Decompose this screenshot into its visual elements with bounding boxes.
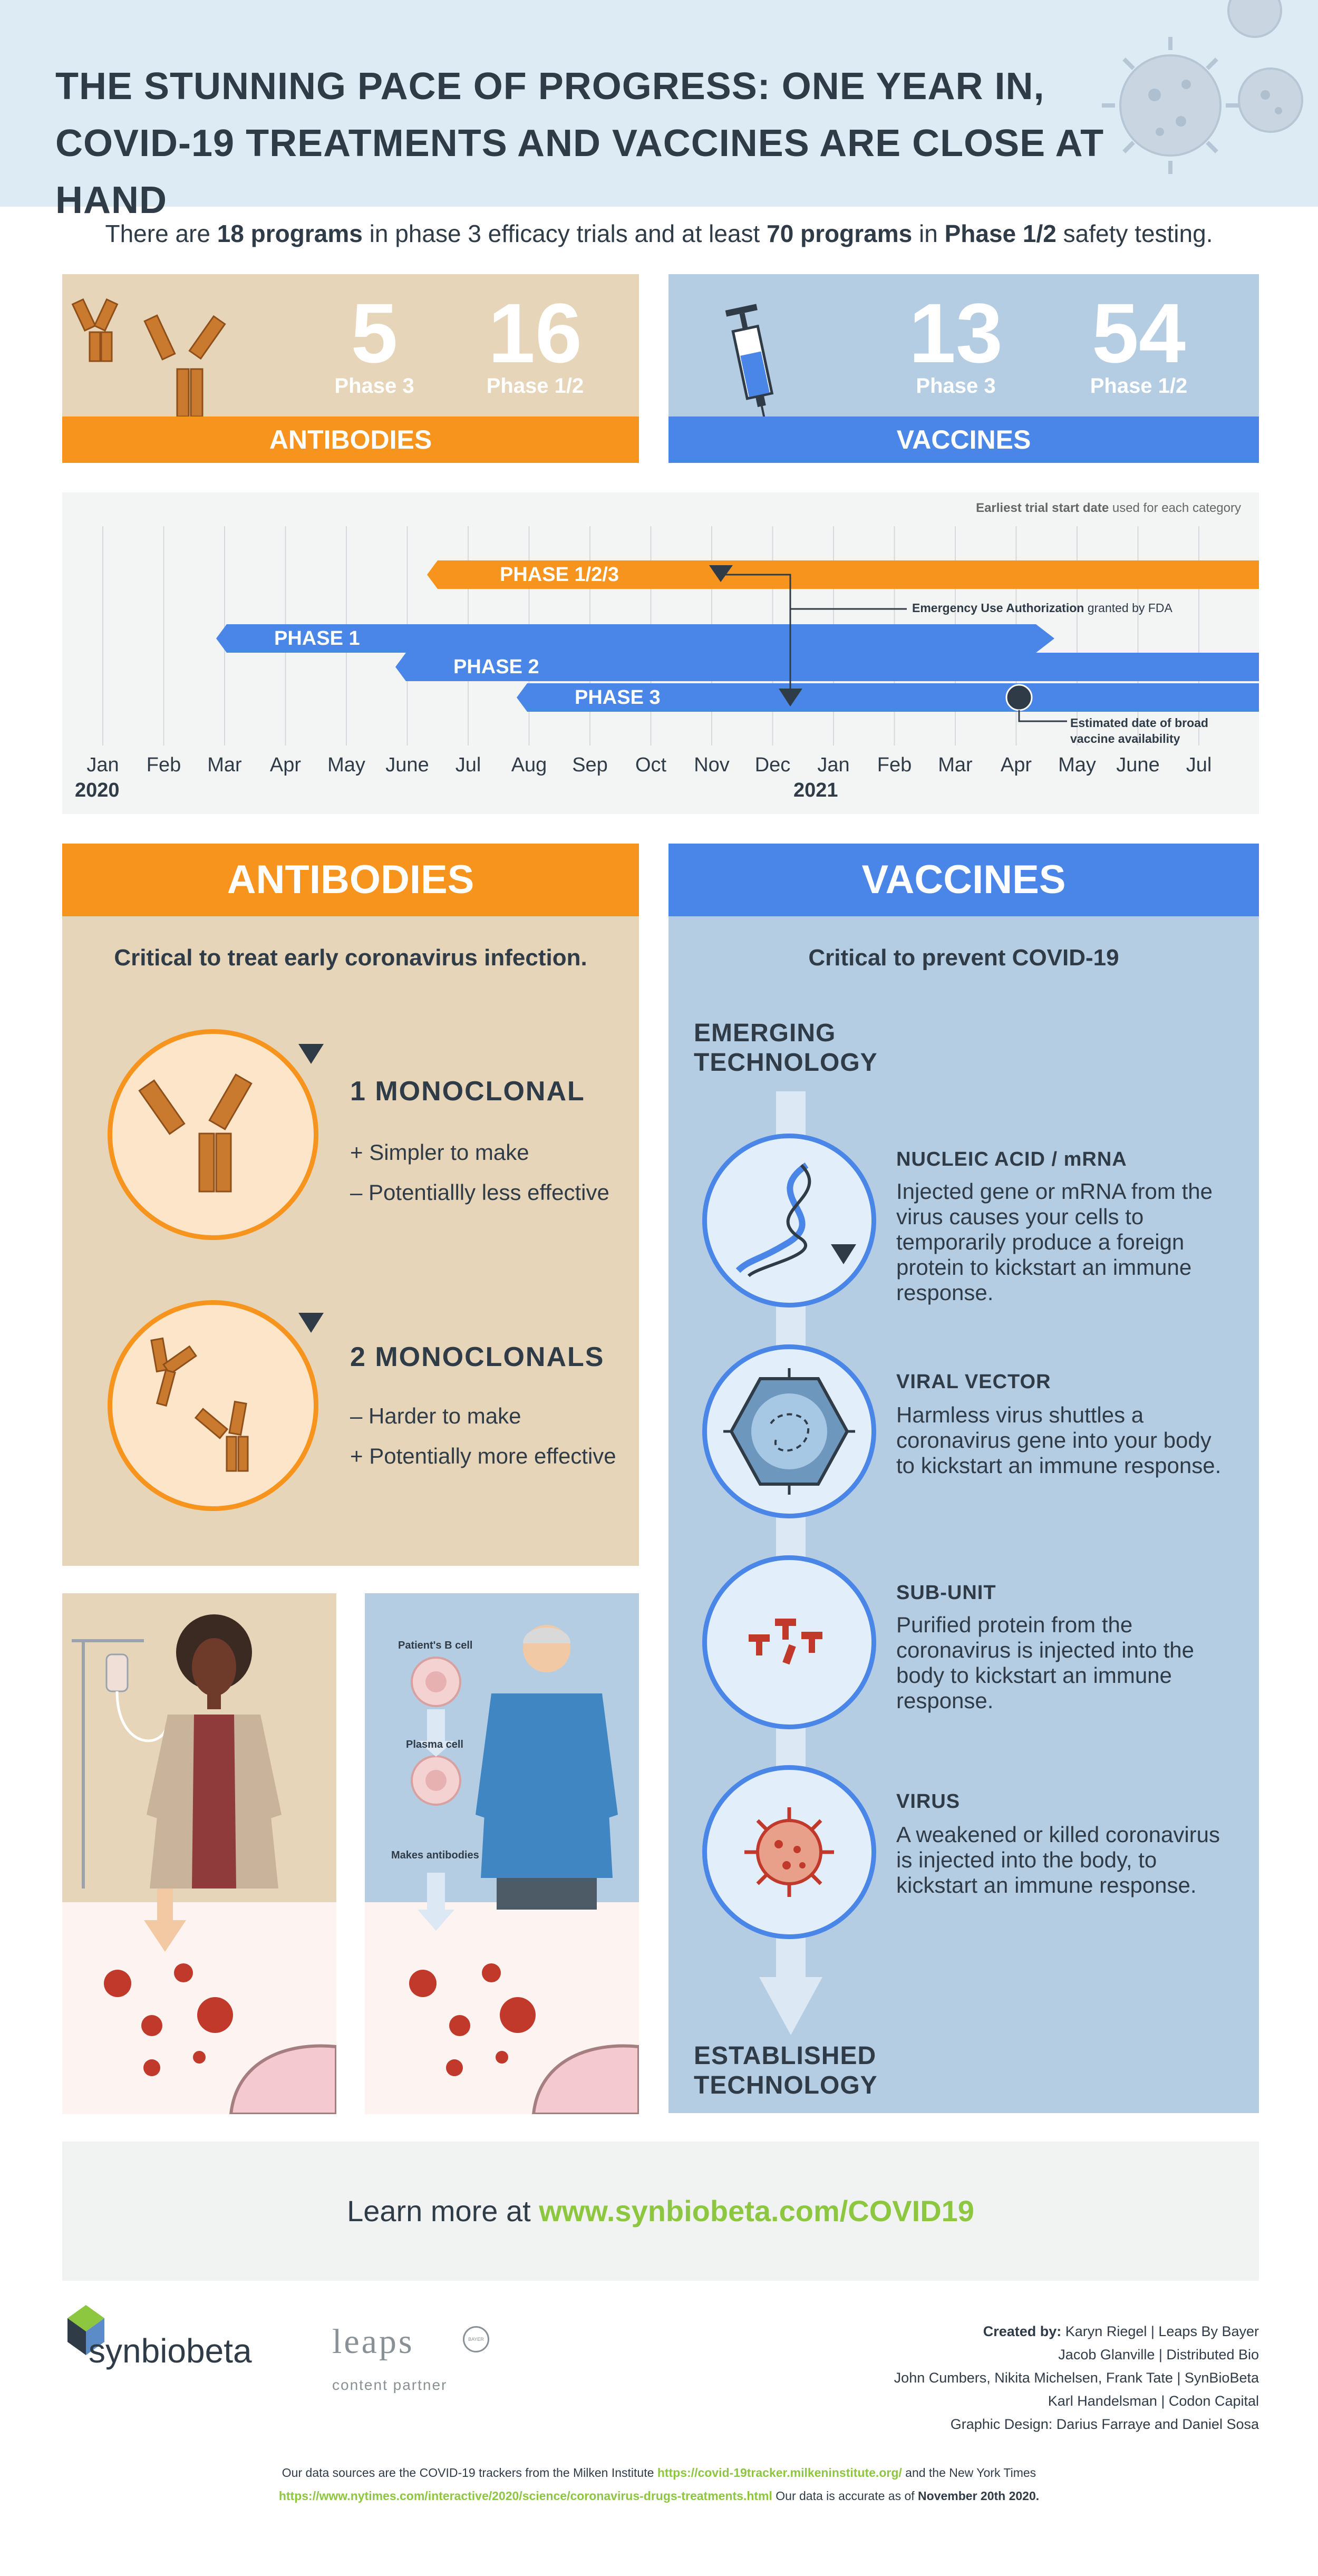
credits-line: John Cumbers, Nikita Michelsen, Frank Tate | SynBioBeta <box>894 2370 1259 2386</box>
timeline-month-label: Jul <box>455 754 481 776</box>
timeline-month-label: Oct <box>635 754 667 776</box>
vaccines-phase12-number: 54 <box>1092 286 1186 380</box>
eua-note <box>912 601 1172 615</box>
leaps-content-partner: content partner <box>332 2377 448 2393</box>
learn-more-link[interactable]: www.synbiobeta.com/COVID19 <box>539 2194 974 2228</box>
phase123-label: PHASE 1/2/3 <box>500 564 619 586</box>
broad-availability-leader <box>1019 710 1067 721</box>
timeline-month-label: Mar <box>938 754 973 776</box>
summary-part: There are <box>105 220 217 247</box>
timeline-year-2021: 2021 <box>793 779 838 801</box>
emerging-line1: EMERGING <box>694 1019 836 1047</box>
antibodies-phase3-label: Phase 3 <box>334 374 414 398</box>
patient-infusion-icon <box>62 1593 336 2114</box>
timeline-month-label: Mar <box>207 754 242 776</box>
timeline-month-label: May <box>1058 754 1096 776</box>
title-line-2: COVID-19 TREATMENTS AND VACCINES ARE CLOSE AT HAND <box>55 122 1104 221</box>
established-line2: TECHNOLOGY <box>694 2071 878 2099</box>
timeline-note-bold: Earliest trial start date <box>976 501 1109 515</box>
summary-part: in <box>912 220 945 247</box>
broad-note-line1: Estimated date of broad <box>1070 716 1208 730</box>
timeline-month-label: Feb <box>146 754 181 776</box>
timeline-month-label: Nov <box>694 754 730 776</box>
credits-name: Karyn Riegel | Leaps By Bayer <box>1061 2323 1259 2339</box>
sources-text: and the New York Times <box>902 2466 1036 2480</box>
vaccines-phase3-label: Phase 3 <box>916 374 996 398</box>
timeline-year-2020: 2020 <box>75 779 120 801</box>
antibodies-phase12-label: Phase 1/2 <box>486 374 584 398</box>
sources-line-2 <box>0 2484 1318 2507</box>
antibodies-stat-label: ANTIBODIES <box>62 417 639 463</box>
monoclonal-antibody-icon <box>137 1060 285 1207</box>
credits-line: Graphic Design: Darius Farraye and Daniel Sosa <box>950 2416 1259 2432</box>
monoclonals-con: – Harder to make <box>350 1403 521 1428</box>
timeline-note-rest: used for each category <box>1109 501 1241 515</box>
timeline-month-label: Apr <box>269 754 302 776</box>
vaccines-phase12-label: Phase 1/2 <box>1090 374 1188 398</box>
monoclonal-title: 1 MONOCLONAL <box>350 1076 585 1107</box>
vaccines-phase3-number: 13 <box>909 286 1003 380</box>
timeline-month-label: June <box>1116 754 1160 776</box>
antibodies-subtitle: Critical to treat early coronavirus infection. <box>114 945 587 971</box>
viral-vector-icon <box>723 1366 855 1497</box>
vaccines-body <box>668 916 1259 2113</box>
emerging-line2: TECHNOLOGY <box>694 1049 878 1077</box>
timeline-month-label: Feb <box>877 754 912 776</box>
antibodies-phase3-number: 5 <box>351 286 398 380</box>
monoclonal-pro: + Simpler to make <box>350 1140 529 1165</box>
credits-line: Karl Handelsman | Codon Capital <box>1048 2393 1259 2409</box>
learn-more-banner <box>62 2142 1259 2281</box>
sources-text: Our data is accurate as of <box>772 2489 918 2503</box>
established-line1: ESTABLISHED <box>694 2042 877 2070</box>
monoclonals-title: 2 MONOCLONALS <box>350 1342 605 1372</box>
mrna-description: Injected gene or mRNA from the virus causes your cells to temporarily produce a foreign protein to kickstart an immune response. <box>896 1179 1213 1305</box>
synbiobeta-logo: synbiobeta <box>89 2332 252 2370</box>
sources-line-1 <box>0 2461 1318 2484</box>
timeline-month-label: Jul <box>1186 754 1212 776</box>
two-monoclonals-antibody-icon <box>142 1329 290 1487</box>
viral-vector-title: VIRAL VECTOR <box>896 1371 1051 1393</box>
triangle-marker-icon <box>298 1044 324 1065</box>
vaccines-subtitle: Critical to prevent COVID-19 <box>808 945 1119 971</box>
timeline-month-label: Dec <box>754 754 791 776</box>
sources-text: Our data sources are the COVID-19 trackers from the Milken Institute <box>282 2466 657 2480</box>
phase1-label: PHASE 1 <box>274 627 360 650</box>
credits <box>732 2320 1259 2436</box>
vaccines-stat-label: VACCINES <box>668 417 1259 463</box>
broad-note-line2: vaccine availability <box>1070 732 1180 745</box>
vaccines-heading: VACCINES <box>668 844 1259 916</box>
timeline-month-label: Sep <box>572 754 608 776</box>
broad-availability-marker <box>1006 685 1032 710</box>
timeline-month-label: Apr <box>1000 754 1032 776</box>
summary-bold: Phase 1/2 <box>944 220 1057 247</box>
virus-title: VIRUS <box>896 1790 961 1813</box>
emerging-technology-label <box>694 1019 878 1078</box>
timeline-month-label: Aug <box>511 754 547 776</box>
monoclonals-pro: + Potentially more effective <box>350 1444 616 1468</box>
plasma-cell-label: Plasma cell <box>406 1739 463 1750</box>
learn-more-prefix: Learn more at <box>347 2194 539 2228</box>
sources <box>0 2461 1318 2507</box>
monoclonal-con: – Potentiallly less effective <box>350 1180 609 1205</box>
phase3-label: PHASE 3 <box>575 686 661 709</box>
virus-description: A weakened or killed coronavirus is injected into the body, to kickstart an immune response. <box>896 1822 1220 1897</box>
triangle-marker-icon <box>831 1244 856 1265</box>
b-cell-label: Patient's B cell <box>398 1640 473 1651</box>
eua-note-rest: granted by FDA <box>1084 601 1172 615</box>
sub-unit-title: SUB-UNIT <box>896 1582 996 1604</box>
timeline-month-label: Jan <box>86 754 119 776</box>
title-line-1: THE STUNNING PACE OF PROGRESS: ONE YEAR IN, <box>55 65 1045 108</box>
eua-note-bold: Emergency Use Authorization <box>912 601 1084 615</box>
summary-bold: 70 programs <box>767 220 913 247</box>
leaps-logo: leaps <box>332 2322 414 2361</box>
timeline-month-label: June <box>385 754 429 776</box>
sub-unit-description: Purified protein from the coronavirus is injected into the body to kickstart an immune response. <box>896 1612 1194 1713</box>
credits-label: Created by: <box>983 2323 1062 2339</box>
milken-link[interactable]: https://covid-19tracker.milkeninstitute.org/ <box>657 2466 902 2480</box>
summary-bold: 18 programs <box>217 220 363 247</box>
bayer-logo: BAYER <box>463 2326 489 2352</box>
virus-icon <box>736 1799 842 1905</box>
viral-vector-description: Harmless virus shuttles a coronavirus gene into your body to kickstart an immune response. <box>896 1402 1222 1478</box>
triangle-marker-icon <box>298 1313 324 1334</box>
summary-part: in phase 3 efficacy trials and at least <box>362 220 767 247</box>
antibodies-heading: ANTIBODIES <box>62 844 639 916</box>
sub-unit-protein-icon <box>738 1603 844 1682</box>
makes-antibodies-label: Makes antibodies <box>391 1849 479 1861</box>
phase2-label: PHASE 2 <box>453 656 539 678</box>
credits-line: Jacob Glanville | Distributed Bio <box>1058 2347 1259 2362</box>
credits-line <box>732 2320 1259 2343</box>
summary-part: safety testing. <box>1056 220 1213 247</box>
timeline-month-label: Jan <box>817 754 850 776</box>
nytimes-link[interactable]: https://www.nytimes.com/interactive/2020/science/coronavirus-drugs-treatments.html <box>278 2489 772 2503</box>
broad-availability-note <box>1070 715 1208 747</box>
sources-date: November 20th 2020. <box>918 2489 1040 2503</box>
timeline-month-label: May <box>327 754 365 776</box>
antibodies-phase12-number: 16 <box>488 286 582 380</box>
established-technology-label <box>694 2041 878 2100</box>
mrna-title: NUCLEIC ACID / mRNA <box>896 1148 1127 1170</box>
